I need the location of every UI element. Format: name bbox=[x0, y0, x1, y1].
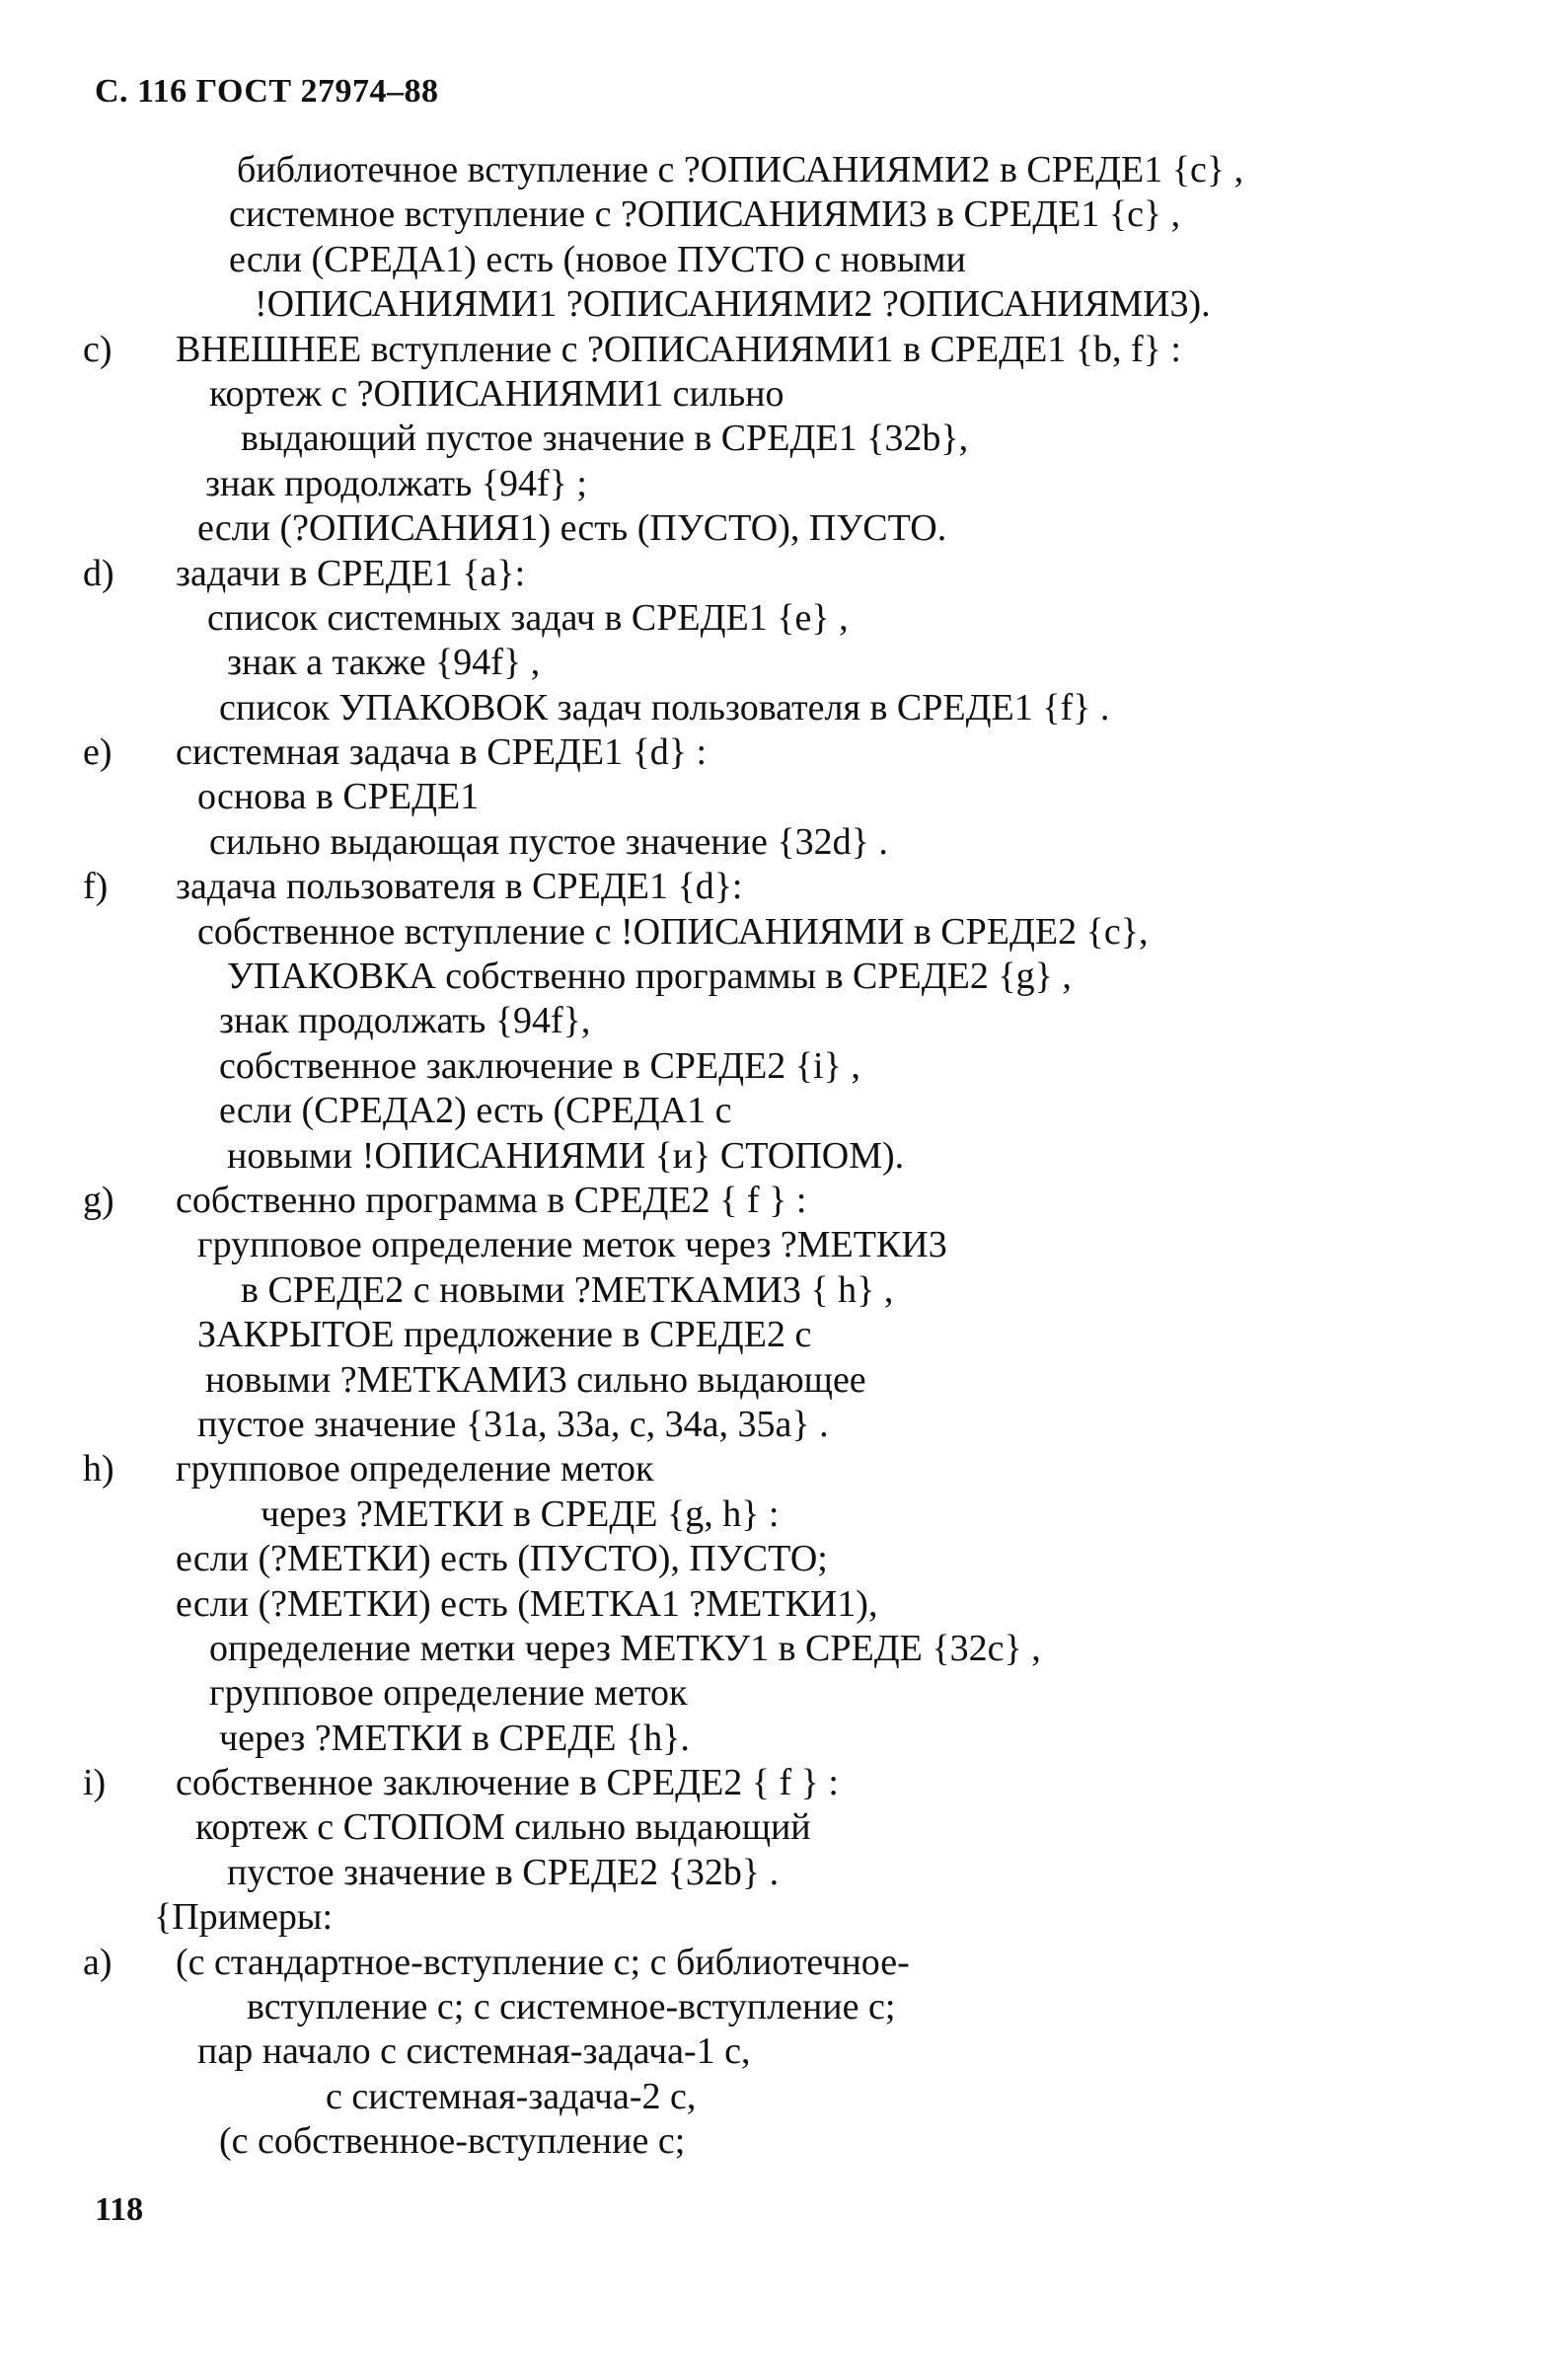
line-text: знак продолжать {94f} ; bbox=[205, 462, 587, 504]
text-line bbox=[0, 1941, 1568, 1985]
line-text: пустое значение в СРЕДЕ2 {32b} . bbox=[227, 1851, 780, 1893]
line-text: новыми !ОПИСАНИЯМИ {и} СТОПОМ). bbox=[227, 1134, 905, 1177]
line-text: знак а также {94f} , bbox=[227, 642, 541, 684]
text-line bbox=[0, 238, 1568, 282]
line-text: групповое определение меток через ?МЕТКИ3 bbox=[197, 1224, 947, 1266]
line-text: групповое определение меток bbox=[176, 1448, 654, 1491]
line-text: кортеж с СТОПОМ сильно выдающий bbox=[195, 1806, 811, 1849]
line-text: !ОПИСАНИЯМИ1 ?ОПИСАНИЯМИ2 ?ОПИСАНИЯМИ3). bbox=[255, 283, 1211, 326]
line-text: библиотечное вступление с ?ОПИСАНИЯМИ2 в СРЕДЕ1 {c} , bbox=[237, 149, 1244, 191]
line-text: если (?МЕТКИ) есть (ПУСТО), ПУСТО; bbox=[176, 1538, 828, 1580]
text-line bbox=[0, 2119, 1568, 2164]
line-text: групповое определение меток bbox=[209, 1672, 688, 1715]
line-text: пар начало с системная-задача-1 с, bbox=[197, 2030, 751, 2073]
line-text: список системных задач в СРЕДЕ1 {e} , bbox=[207, 596, 849, 639]
text-line bbox=[0, 1223, 1568, 1267]
text-line bbox=[0, 910, 1568, 955]
text-line bbox=[0, 1492, 1568, 1537]
item-label: d) bbox=[83, 552, 114, 594]
line-text: системное вступление с ?ОПИСАНИЯМИ3 в СРЕДЕ1 {c} , bbox=[229, 193, 1181, 236]
line-text: определение метки через МЕТКУ1 в СРЕДЕ {32c} , bbox=[209, 1627, 1041, 1669]
line-text: сильно выдающая пустое значение {32d} . bbox=[209, 820, 888, 863]
text-line bbox=[0, 148, 1568, 192]
line-text: системная задача в СРЕДЕ1 {d} : bbox=[176, 731, 708, 774]
text-line bbox=[0, 1044, 1568, 1089]
text-line bbox=[0, 1985, 1568, 2029]
line-text: {Примеры: bbox=[154, 1896, 334, 1939]
line-text: собственно программа в СРЕДЕ2 { f } : bbox=[176, 1179, 807, 1221]
line-text: собственное вступление с !ОПИСАНИЯМИ в СРЕДЕ2 {c}, bbox=[197, 910, 1149, 953]
line-text: в СРЕДЕ2 с новыми ?МЕТКАМИ3 { h} , bbox=[241, 1268, 894, 1311]
text-line bbox=[0, 1537, 1568, 1581]
text-line bbox=[0, 1268, 1568, 1313]
line-text: вступление с; с системное-вступление с; bbox=[247, 1986, 896, 2028]
text-line bbox=[0, 552, 1568, 596]
text-line bbox=[0, 372, 1568, 417]
text-line bbox=[0, 1447, 1568, 1491]
line-text: УПАКОВКА собственно программы в СРЕДЕ2 {g} , bbox=[227, 956, 1072, 998]
text-line bbox=[0, 686, 1568, 730]
text-line bbox=[0, 1358, 1568, 1403]
line-text: если (СРЕДА2) есть (СРЕДА1 с bbox=[219, 1090, 732, 1132]
line-text: с системная-задача-2 с, bbox=[326, 2075, 697, 2117]
text-line bbox=[0, 1313, 1568, 1357]
line-text: знак продолжать {94f}, bbox=[219, 1000, 591, 1042]
text-line bbox=[0, 1403, 1568, 1447]
line-text: собственное заключение в СРЕДЕ2 {i} , bbox=[219, 1044, 860, 1087]
text-line bbox=[0, 955, 1568, 999]
page-header: С. 116 ГОСТ 27974–88 bbox=[95, 73, 439, 110]
line-text: если (СРЕДА1) есть (новое ПУСТО с новыми bbox=[229, 238, 966, 280]
text-line bbox=[0, 1761, 1568, 1805]
text-line bbox=[0, 506, 1568, 551]
line-text: задача пользователя в СРЕДЕ1 {d}: bbox=[176, 866, 743, 908]
item-label: a) bbox=[83, 1941, 112, 1983]
text-line bbox=[0, 1851, 1568, 1895]
text-line bbox=[0, 282, 1568, 327]
line-text: новыми ?МЕТКАМИ3 сильно выдающее bbox=[205, 1358, 866, 1401]
item-label: f) bbox=[83, 866, 109, 908]
item-label: i) bbox=[83, 1762, 107, 1804]
text-line bbox=[0, 1805, 1568, 1850]
page-number: 118 bbox=[95, 2191, 144, 2228]
text-line bbox=[0, 1627, 1568, 1671]
text-line bbox=[0, 865, 1568, 909]
text-line bbox=[0, 730, 1568, 775]
text-line bbox=[0, 1089, 1568, 1133]
line-text: пустое значение {31a, 33a, c, 34a, 35a} . bbox=[197, 1403, 829, 1445]
line-text: кортеж с ?ОПИСАНИЯМИ1 сильно bbox=[209, 372, 784, 415]
line-text: выдающий пустое значение в СРЕДЕ1 {32b}, bbox=[241, 418, 969, 460]
line-text: (с собственное-вступление с; bbox=[219, 2120, 686, 2163]
text-line bbox=[0, 1582, 1568, 1627]
text-line bbox=[0, 2075, 1568, 2119]
line-text: через ?МЕТКИ в СРЕДЕ {h}. bbox=[219, 1717, 690, 1759]
line-text: основа в СРЕДЕ1 bbox=[197, 776, 480, 818]
line-text: ЗАКРЫТОЕ предложение в СРЕДЕ2 с bbox=[197, 1314, 812, 1356]
text-line bbox=[0, 1134, 1568, 1179]
line-text: если (?ОПИСАНИЯ1) есть (ПУСТО), ПУСТО. bbox=[197, 507, 947, 550]
item-label: e) bbox=[83, 731, 112, 774]
item-label: h) bbox=[83, 1448, 114, 1491]
text-line bbox=[0, 820, 1568, 865]
text-line bbox=[0, 192, 1568, 237]
text-line bbox=[0, 641, 1568, 685]
text-line bbox=[0, 1717, 1568, 1761]
text-line bbox=[0, 1179, 1568, 1223]
text-line bbox=[0, 462, 1568, 506]
document-body bbox=[0, 148, 1568, 2165]
line-text: ВНЕШНЕЕ вступление с ?ОПИСАНИЯМИ1 в СРЕДЕ1 {b, f} : bbox=[176, 328, 1181, 370]
text-line bbox=[0, 596, 1568, 641]
line-text: (с стандартное-вступление с; с библиотечное- bbox=[176, 1941, 910, 1983]
item-label: g) bbox=[83, 1179, 114, 1221]
text-line bbox=[0, 2029, 1568, 2074]
line-text: задачи в СРЕДЕ1 {a}: bbox=[176, 552, 526, 594]
text-line bbox=[0, 328, 1568, 372]
item-label: c) bbox=[83, 328, 112, 370]
line-text: список УПАКОВОК задач пользователя в СРЕДЕ1 {f} . bbox=[219, 686, 1110, 728]
text-line bbox=[0, 1895, 1568, 1940]
text-line bbox=[0, 999, 1568, 1043]
line-text: собственное заключение в СРЕДЕ2 { f } : bbox=[176, 1762, 839, 1804]
text-line bbox=[0, 1671, 1568, 1716]
text-line bbox=[0, 417, 1568, 461]
text-line bbox=[0, 775, 1568, 819]
line-text: через ?МЕТКИ в СРЕДЕ {g, h} : bbox=[261, 1492, 780, 1535]
line-text: если (?МЕТКИ) есть (МЕТКА1 ?МЕТКИ1), bbox=[176, 1582, 878, 1625]
